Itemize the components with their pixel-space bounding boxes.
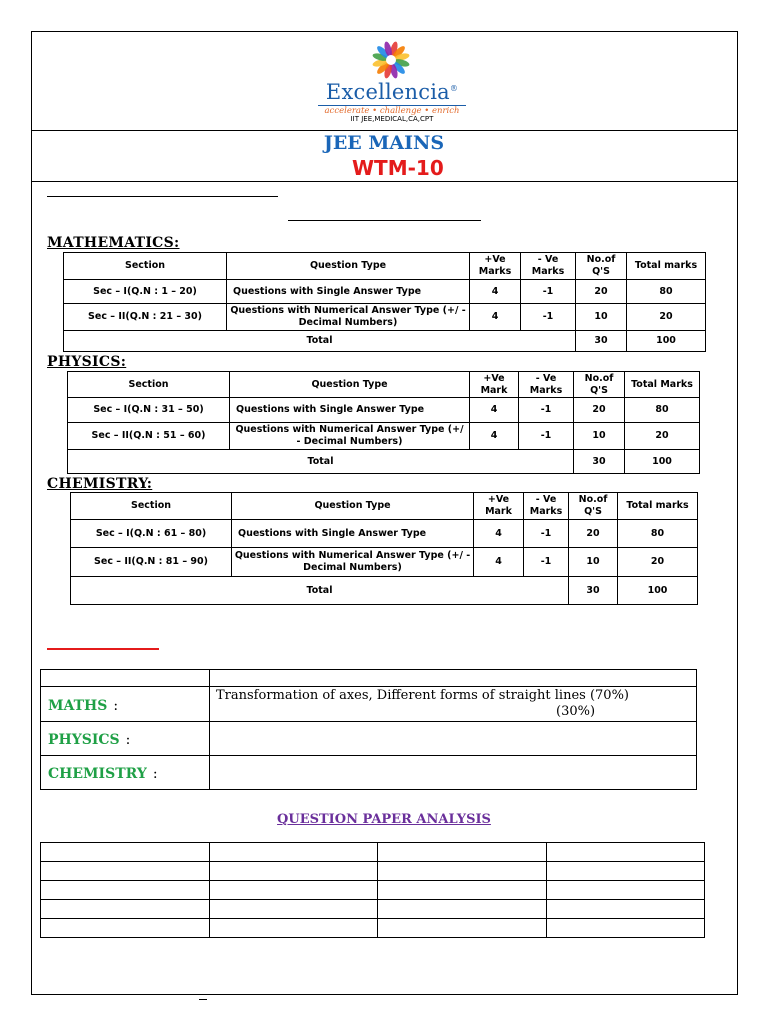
syllabus-row-maths: MATHS : Transformation of axes, Different forms of straight lines (70%) (30%) bbox=[41, 687, 697, 722]
col-total-marks: Total marks bbox=[627, 253, 706, 280]
table-total-row bbox=[71, 577, 698, 605]
cell-count: 10 bbox=[569, 548, 618, 577]
blank-underline-center bbox=[288, 220, 481, 221]
cell-count: 10 bbox=[574, 423, 625, 450]
cell-total-label: Total bbox=[71, 577, 569, 605]
cell-positive: 4 bbox=[470, 304, 521, 331]
cell-total: 80 bbox=[625, 398, 700, 423]
table-row bbox=[64, 280, 706, 304]
cell-count: 20 bbox=[569, 520, 618, 548]
syllabus-label-maths: MATHS bbox=[48, 697, 108, 714]
cell-total: 20 bbox=[618, 548, 698, 577]
cell-question-type: Questions with Single Answer Type bbox=[232, 520, 474, 548]
cell-positive: 4 bbox=[470, 398, 519, 423]
red-underline bbox=[47, 648, 159, 650]
table-header-row bbox=[71, 493, 698, 520]
footer-dash bbox=[199, 999, 207, 1000]
cell-positive: 4 bbox=[470, 280, 521, 304]
col-negative-marks: - Ve Marks bbox=[521, 253, 576, 280]
syllabus-row-chemistry: CHEMISTRY : bbox=[41, 756, 697, 790]
cell-negative: -1 bbox=[524, 548, 569, 577]
syllabus-label-chemistry: CHEMISTRY bbox=[48, 766, 147, 782]
cell-question-type: Questions with Numerical Answer Type (+/ - Decimal Numbers) bbox=[227, 304, 470, 331]
syllabus-row-physics: PHYSICS : bbox=[41, 722, 697, 756]
cell-count: 20 bbox=[576, 280, 627, 304]
subject-heading-mathematics: MATHEMATICS: bbox=[47, 235, 180, 251]
table-row bbox=[64, 304, 706, 331]
table-header-row bbox=[64, 253, 706, 280]
table-row bbox=[71, 548, 698, 577]
table-row bbox=[68, 398, 700, 423]
table-row bbox=[41, 862, 705, 881]
cell-positive: 4 bbox=[474, 520, 524, 548]
question-paper-analysis-title: QUESTION PAPER ANALYSIS bbox=[277, 812, 491, 827]
cell-total: 20 bbox=[627, 304, 706, 331]
table-total-row bbox=[68, 450, 700, 474]
cell-positive: 4 bbox=[470, 423, 519, 450]
logo-tagline: accelerate • challenge • enrich bbox=[318, 105, 466, 116]
syllabus-table bbox=[40, 669, 697, 790]
marks-table-mathematics bbox=[63, 252, 706, 352]
col-positive-marks: +Ve Mark bbox=[474, 493, 524, 520]
excellencia-logo bbox=[318, 40, 466, 124]
logo-registered-mark: ® bbox=[449, 84, 459, 93]
cell-negative: -1 bbox=[524, 520, 569, 548]
marks-table-chemistry bbox=[70, 492, 698, 605]
col-num-questions: No.of Q'S bbox=[576, 253, 627, 280]
flower-logo-icon bbox=[371, 40, 411, 80]
logo-center bbox=[386, 55, 396, 65]
col-total-marks: Total Marks bbox=[625, 372, 700, 398]
col-num-questions: No.of Q'S bbox=[574, 372, 625, 398]
cell-section: Sec – II(Q.N : 81 – 90) bbox=[71, 548, 232, 577]
cell-count: 20 bbox=[574, 398, 625, 423]
col-negative-marks: - Ve Marks bbox=[519, 372, 574, 398]
table-row bbox=[71, 520, 698, 548]
col-question-type: Question Type bbox=[232, 493, 474, 520]
cell-total: 80 bbox=[627, 280, 706, 304]
cell-total: 80 bbox=[618, 520, 698, 548]
syllabus-topics-chemistry bbox=[210, 756, 697, 790]
cell-total-marks: 100 bbox=[625, 450, 700, 474]
cell-total-marks: 100 bbox=[627, 331, 706, 352]
table-row bbox=[41, 919, 705, 938]
cell-count: 10 bbox=[576, 304, 627, 331]
cell-total-count: 30 bbox=[576, 331, 627, 352]
blank-underline-left bbox=[47, 196, 278, 197]
title-divider bbox=[31, 181, 738, 182]
cell-total: 20 bbox=[625, 423, 700, 450]
syllabus-topics-maths: Transformation of axes, Different forms of straight lines (70%) (30%) bbox=[210, 687, 697, 722]
cell-section: Sec – I(Q.N : 31 – 50) bbox=[68, 398, 230, 423]
cell-negative: -1 bbox=[521, 280, 576, 304]
cell-question-type: Questions with Numerical Answer Type (+/ - Decimal Numbers) bbox=[230, 423, 470, 450]
col-section: Section bbox=[68, 372, 230, 398]
cell-section: Sec – II(Q.N : 51 – 60) bbox=[68, 423, 230, 450]
syllabus-label-physics: PHYSICS bbox=[48, 732, 120, 748]
col-positive-marks: +Ve Marks bbox=[470, 253, 521, 280]
col-negative-marks: - Ve Marks bbox=[524, 493, 569, 520]
cell-section: Sec – I(Q.N : 1 – 20) bbox=[64, 280, 227, 304]
cell-negative: -1 bbox=[521, 304, 576, 331]
logo-subline: IIT JEE,MEDICAL,CA,CPT bbox=[350, 115, 434, 123]
cell-section: Sec – II(Q.N : 21 – 30) bbox=[64, 304, 227, 331]
syllabus-topics-physics bbox=[210, 722, 697, 756]
analysis-table bbox=[40, 842, 705, 938]
col-num-questions: No.of Q'S bbox=[569, 493, 618, 520]
marks-table-physics bbox=[67, 371, 700, 474]
table-row bbox=[68, 423, 700, 450]
subject-heading-chemistry: CHEMISTRY: bbox=[47, 476, 153, 492]
header-divider bbox=[31, 130, 738, 131]
cell-total-label: Total bbox=[68, 450, 574, 474]
cell-total-label: Total bbox=[64, 331, 576, 352]
table-row bbox=[41, 881, 705, 900]
col-total-marks: Total marks bbox=[618, 493, 698, 520]
syllabus-header-row bbox=[41, 670, 697, 687]
logo-name: Excellencia bbox=[325, 80, 450, 104]
cell-question-type: Questions with Single Answer Type bbox=[227, 280, 470, 304]
cell-total-count: 30 bbox=[574, 450, 625, 474]
table-row bbox=[41, 900, 705, 919]
table-row bbox=[41, 843, 705, 862]
cell-question-type: Questions with Single Answer Type bbox=[230, 398, 470, 423]
col-question-type: Question Type bbox=[230, 372, 470, 398]
cell-question-type: Questions with Numerical Answer Type (+/ - Decimal Numbers) bbox=[232, 548, 474, 577]
exam-code: WTM-10 bbox=[352, 156, 444, 180]
col-positive-marks: +Ve Mark bbox=[470, 372, 519, 398]
cell-positive: 4 bbox=[474, 548, 524, 577]
cell-negative: -1 bbox=[519, 423, 574, 450]
cell-negative: -1 bbox=[519, 398, 574, 423]
subject-heading-physics: PHYSICS: bbox=[47, 354, 127, 370]
cell-total-count: 30 bbox=[569, 577, 618, 605]
col-section: Section bbox=[71, 493, 232, 520]
col-section: Section bbox=[64, 253, 227, 280]
table-total-row bbox=[64, 331, 706, 352]
cell-section: Sec – I(Q.N : 61 – 80) bbox=[71, 520, 232, 548]
cell-total-marks: 100 bbox=[618, 577, 698, 605]
col-question-type: Question Type bbox=[227, 253, 470, 280]
table-header-row bbox=[68, 372, 700, 398]
exam-title: JEE MAINS bbox=[323, 132, 445, 154]
